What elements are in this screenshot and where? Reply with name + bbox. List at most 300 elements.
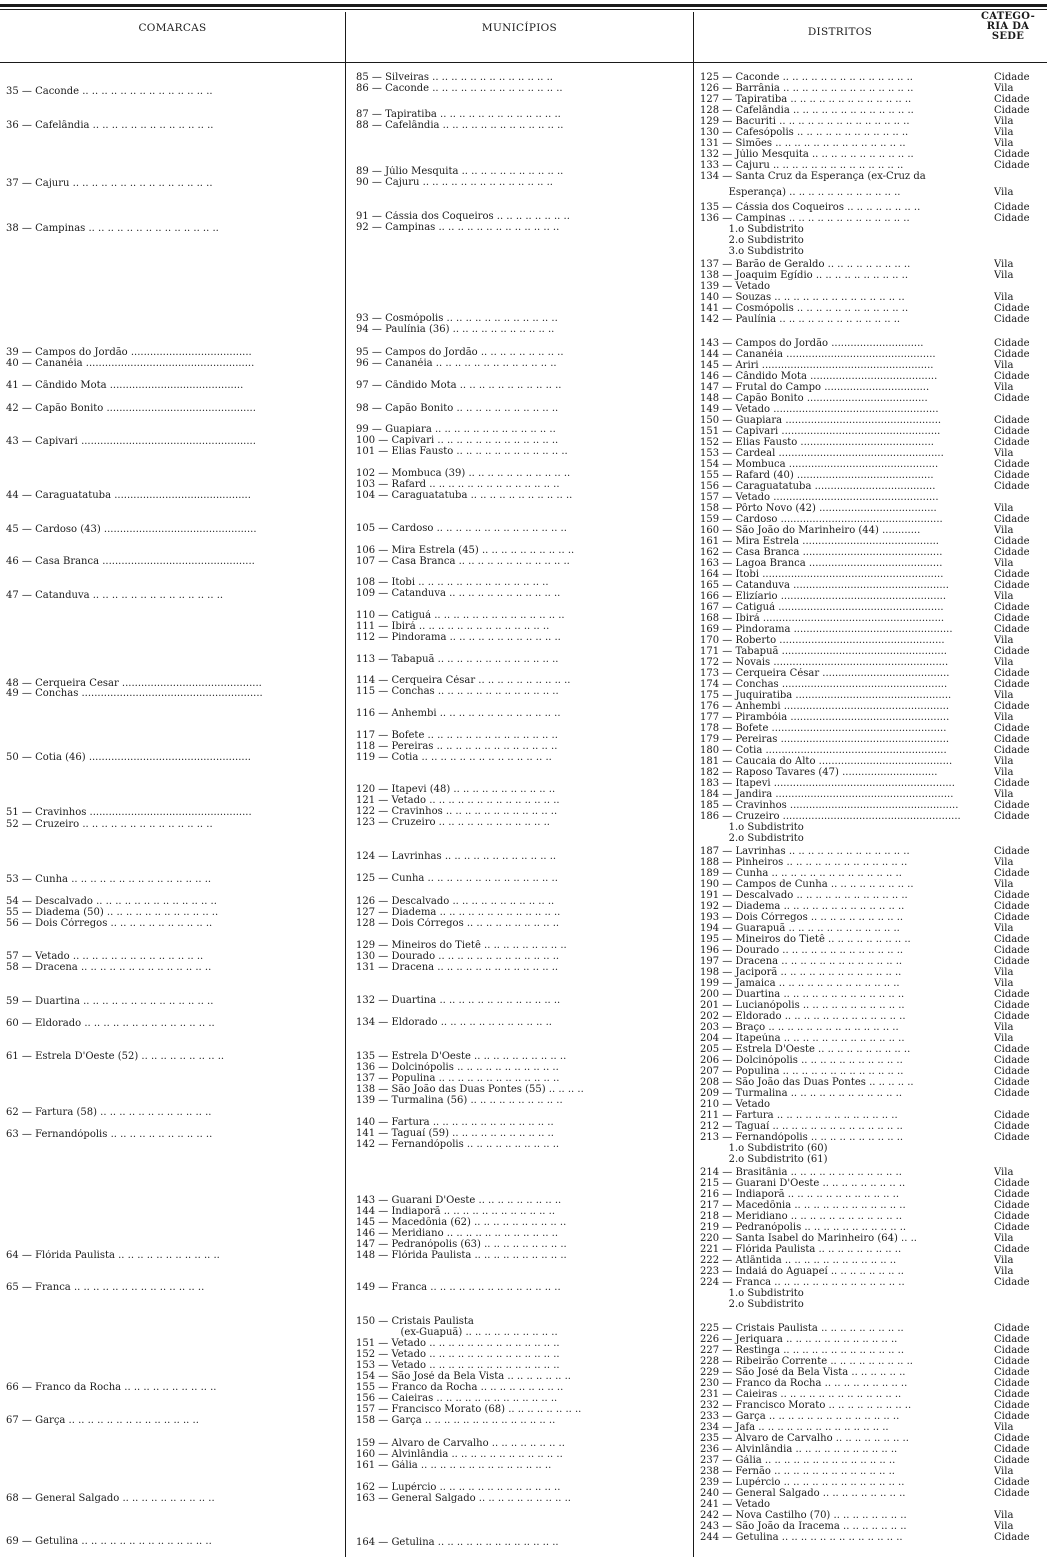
distrito-entry: 225 — Cristais Paulista .. .. .. .. .. .. .. .. ..: [700, 1323, 904, 1334]
distrito-entry: 2.o Subdistrito: [700, 235, 804, 246]
categoria-sede: Cidade: [994, 1367, 1030, 1378]
distrito-entry: 216 — Indiaporã .. .. .. .. .. .. .. .. .. .. .. ..: [700, 1189, 899, 1200]
comarca-entry: 46 — Casa Branca ................................................: [6, 556, 255, 567]
comarca-entry: 64 — Flórida Paulista .. .. .. .. .. .. .. .. .. .. ..: [6, 1250, 220, 1261]
categoria-sede: Cidade: [994, 1200, 1030, 1211]
municipio-entry: 109 — Catanduva .. .. .. .. .. .. .. .. .. .. .. ..: [356, 588, 561, 599]
distrito-entry: 241 — Vetado: [700, 1499, 771, 1510]
comarca-entry: 61 — Estrela D'Oeste (52) .. .. .. .. .. .. .. .. ..: [6, 1051, 225, 1062]
categoria-sede: Vila: [994, 1422, 1014, 1433]
categoria-sede: Cidade: [994, 1132, 1030, 1143]
municipio-entry: 144 — Indiaporã .. .. .. .. .. .. .. .. .. .. .. ..: [356, 1206, 555, 1217]
categoria-sede: Cidade: [994, 1345, 1030, 1356]
municipio-entry: 135 — Estrela D'Oeste .. .. .. .. .. .. .. .. .. ..: [356, 1051, 567, 1062]
categoria-sede: Cidade: [994, 213, 1030, 224]
distrito-entry: 152 — Elias Fausto ..........................................: [700, 437, 934, 448]
categoria-sede: Vila: [994, 382, 1014, 393]
comarca-entry: 63 — Fernandópolis .. .. .. .. .. .. .. .. .. .. ..: [6, 1129, 213, 1140]
categoria-sede: Vila: [994, 1521, 1014, 1532]
distrito-entry: 183 — Itapevi .........................................................: [700, 778, 955, 789]
comarca-entry: 45 — Cardoso (43) ................................................: [6, 524, 257, 535]
categoria-sede: Vila: [994, 187, 1014, 198]
distrito-entry: 1.o Subdistrito: [700, 224, 804, 235]
municipio-entry: 163 — General Salgado .. .. .. .. .. .. .. .. .. ..: [356, 1493, 571, 1504]
municipio-entry: 161 — Gália .. .. .. .. .. .. .. .. .. .. .. .. .. ..: [356, 1460, 552, 1471]
categoria-sede: Cidade: [994, 349, 1030, 360]
distrito-entry: 156 — Caraguatatuba ......................................: [700, 481, 936, 492]
comarca-entry: 54 — Descalvado .. .. .. .. .. .. .. .. .. .. .. .. ..: [6, 896, 217, 907]
distrito-entry: 196 — Dourado .. .. .. .. .. .. .. .. .. .. .. .. ..: [700, 945, 904, 956]
categoria-sede: Cidade: [994, 912, 1030, 923]
categoria-sede: Cidade: [994, 314, 1030, 325]
comarca-entry: 68 — General Salgado .. .. .. .. .. .. .. .. .. ..: [6, 1493, 215, 1504]
categoria-sede: Cidade: [994, 1444, 1030, 1455]
municipio-entry: 151 — Vetado .. .. .. .. .. .. .. .. .. .. .. .. .. ..: [356, 1338, 560, 1349]
categoria-sede: Vila: [994, 259, 1014, 270]
municipio-entry: 98 — Capão Bonito .. .. .. .. .. .. .. .. .. .. ..: [356, 403, 559, 414]
municipio-entry: 157 — Francisco Morato (68) .. .. .. .. .. .. .. ..: [356, 1404, 582, 1415]
categoria-sede: Vila: [994, 558, 1014, 569]
municipio-entry: 114 — Cerqueira César .. .. .. .. .. .. .. .. .. ..: [356, 675, 571, 686]
municipio-entry: 153 — Vetado .. .. .. .. .. .. .. .. .. .. .. .. .. ..: [356, 1360, 560, 1371]
categoria-sede: Cidade: [994, 303, 1030, 314]
categoria-sede: Cidade: [994, 1211, 1030, 1222]
distrito-entry: 143 — Campos do Jordão .............................: [700, 338, 924, 349]
distrito-entry: 138 — Joaquim Egídio .. .. .. .. .. .. .. .. .. ..: [700, 270, 909, 281]
distrito-entry: 151 — Capivari ..................................................: [700, 426, 941, 437]
distrito-entry: 1.o Subdistrito (60): [700, 1143, 828, 1154]
categoria-sede: Cidade: [994, 1433, 1030, 1444]
distrito-entry: Esperança) .. .. .. .. .. .. .. .. .. .. .. ..: [700, 187, 901, 198]
categoria-sede: Vila: [994, 1510, 1014, 1521]
municipio-entry: 110 — Catiguá .. .. .. .. .. .. .. .. .. .. .. .. .. ..: [356, 610, 565, 621]
comarca-entry: 48 — Cerqueira Cesar ............................................: [6, 678, 262, 689]
distrito-entry: 185 — Cravinhos .....................................................: [700, 800, 959, 811]
municipio-entry: 145 — Macedônia (62) .. .. .. .. .. .. .. .. .. ..: [356, 1217, 567, 1228]
municipio-entry: 97 — Cândido Mota .. .. .. .. .. .. .. .. .. .. ..: [356, 380, 562, 391]
categoria-sede: Cidade: [994, 426, 1030, 437]
distrito-entry: 164 — Itobi .........................................................: [700, 569, 944, 580]
municipio-entry: 116 — Anhembi .. .. .. .. .. .. .. .. .. .. .. .. ..: [356, 708, 561, 719]
distrito-entry: 221 — Flórida Paulista .. .. .. .. .. .. .. .. ..: [700, 1244, 902, 1255]
categoria-sede: Cidade: [994, 1088, 1030, 1099]
municipio-entry: 152 — Vetado .. .. .. .. .. .. .. .. .. .. .. .. .. ..: [356, 1349, 560, 1360]
distrito-entry: 198 — Jaciporã .. .. .. .. .. .. .. .. .. .. .. .. ..: [700, 967, 902, 978]
municipio-entry: 86 — Caconde .. .. .. .. .. .. .. .. .. .. .. .. .. ..: [356, 83, 563, 94]
categoria-sede: Cidade: [994, 800, 1030, 811]
distrito-entry: 213 — Fernandópolis .. .. .. .. .. .. .. .. .. ..: [700, 1132, 904, 1143]
header-distritos: DISTRITOS: [807, 26, 873, 38]
municipio-entry: 94 — Paulínia (36) .. .. .. .. .. .. .. .. .. .. ..: [356, 324, 555, 335]
distrito-entry: 203 — Braço .. .. .. .. .. .. .. .. .. .. .. .. .. ..: [700, 1022, 899, 1033]
categoria-sede: Cidade: [994, 580, 1030, 591]
categoria-sede: Cidade: [994, 393, 1030, 404]
categoria-sede: Vila: [994, 690, 1014, 701]
comarca-entry: 59 — Duartina .. .. .. .. .. .. .. .. .. .. .. .. .. ..: [6, 996, 214, 1007]
municipio-entry: 87 — Tapiratiba .. .. .. .. .. .. .. .. .. .. .. .. ..: [356, 109, 561, 120]
comarca-entry: 37 — Cajuru .. .. .. .. .. .. .. .. .. .. .. .. .. .. ..: [6, 178, 213, 189]
comarca-entry: 51 — Cravinhos ...................................................: [6, 807, 252, 818]
distrito-entry: 190 — Campos de Cunha .. .. .. .. .. .. .. .. ..: [700, 879, 914, 890]
distrito-entry: 189 — Cunha .. .. .. .. .. .. .. .. .. .. .. .. .. ..: [700, 868, 902, 879]
categoria-sede: Cidade: [994, 668, 1030, 679]
categoria-sede: Cidade: [994, 1477, 1030, 1488]
municipio-entry: 154 — São José da Bela Vista .. .. .. .. .. .. ..: [356, 1371, 571, 1382]
header-categoria: [972, 12, 1044, 42]
categoria-sede: Cidade: [994, 536, 1030, 547]
distrito-entry: 195 — Mineiros do Tietê .. .. .. .. .. .. .. .. ..: [700, 934, 911, 945]
distrito-entry: 209 — Turmalina .. .. .. .. .. .. .. .. .. .. .. ..: [700, 1088, 903, 1099]
distrito-entry: 145 — Ariri ......................................................: [700, 360, 934, 371]
comarca-entry: 60 — Eldorado .. .. .. .. .. .. .. .. .. .. .. .. .. ..: [6, 1018, 215, 1029]
municipio-entry: 147 — Pedranópolis (63) .. .. .. .. .. .. .. .. ..: [356, 1239, 567, 1250]
distrito-entry: 231 — Caieiras .. .. .. .. .. .. .. .. .. .. .. .. ..: [700, 1389, 902, 1400]
header-categoria-line1: CATEGO-: [980, 11, 1036, 22]
comarca-entry: 56 — Dois Córregos .. .. .. .. .. .. .. .. .. .. ..: [6, 918, 213, 929]
distrito-entry: 162 — Casa Branca ............................................: [700, 547, 943, 558]
distrito-entry: 169 — Pindorama ..................................................: [700, 624, 953, 635]
distrito-entry: 166 — Elizíario ....................................................: [700, 591, 947, 602]
categoria-sede: Vila: [994, 857, 1014, 868]
distrito-entry: 130 — Cafesópolis .. .. .. .. .. .. .. .. .. .. .. ..: [700, 127, 909, 138]
municipio-entry: 160 — Alvinlândia .. .. .. .. .. .. .. .. .. .. .. ..: [356, 1449, 563, 1460]
categoria-sede: Cidade: [994, 547, 1030, 558]
categoria-sede: Cidade: [994, 1488, 1030, 1499]
categoria-sede: Cidade: [994, 890, 1030, 901]
municipio-entry: 112 — Pindorama .. .. .. .. .. .. .. .. .. .. .. ..: [356, 632, 561, 643]
comarca-entry: 57 — Vetado .. .. .. .. .. .. .. .. .. .. .. .. .. ..: [6, 951, 204, 962]
distrito-entry: 220 — Santa Isabel do Marinheiro (64) .. ..: [700, 1233, 917, 1244]
comarca-entry: 47 — Catanduva .. .. .. .. .. .. .. .. .. .. .. .. .. ..: [6, 590, 224, 601]
categoria-sede: Cidade: [994, 149, 1030, 160]
distrito-entry: 139 — Vetado: [700, 281, 771, 292]
categoria-sede: Cidade: [994, 1077, 1030, 1088]
categoria-sede: Cidade: [994, 745, 1030, 756]
categoria-sede: Cidade: [994, 846, 1030, 857]
categoria-sede: Cidade: [994, 901, 1030, 912]
distrito-entry: 177 — Pirambóia ..................................................: [700, 712, 950, 723]
categoria-sede: Vila: [994, 756, 1014, 767]
distrito-entry: 161 — Mira Estrela ...........................................: [700, 536, 939, 547]
distrito-entry: 212 — Taguaí .. .. .. .. .. .. .. .. .. .. .. .. .. ..: [700, 1121, 903, 1132]
categoria-sede: Cidade: [994, 1044, 1030, 1055]
comarca-entry: 65 — Franca .. .. .. .. .. .. .. .. .. .. .. .. .. ..: [6, 1282, 205, 1293]
comarca-entry: 36 — Cafelândia .. .. .. .. .. .. .. .. .. .. .. .. ..: [6, 120, 214, 131]
municipio-entry: 155 — Franco da Rocha .. .. .. .. .. .. .. .. ..: [356, 1382, 564, 1393]
distrito-entry: 229 — São José da Bela Vista .. .. .. .. .. ..: [700, 1367, 906, 1378]
categoria-sede: Vila: [994, 923, 1014, 934]
categoria-sede: Vila: [994, 270, 1014, 281]
municipio-entry: 142 — Fernandópolis .. .. .. .. .. .. .. .. .. ..: [356, 1139, 560, 1150]
categoria-sede: Vila: [994, 635, 1014, 646]
comarca-entry: 38 — Campinas .. .. .. .. .. .. .. .. .. .. .. .. .. ..: [6, 223, 219, 234]
categoria-sede: Vila: [994, 138, 1014, 149]
distrito-entry: 234 — Jafa .. .. .. .. .. .. .. .. .. .. .. .. .. ..: [700, 1422, 889, 1433]
municipio-entry: 134 — Eldorado .. .. .. .. .. .. .. .. .. .. .. ..: [356, 1017, 552, 1028]
distrito-entry: 207 — Populina .. .. .. .. .. .. .. .. .. .. .. .. ..: [700, 1066, 904, 1077]
municipio-entry: 132 — Duartina .. .. .. .. .. .. .. .. .. .. .. .. ..: [356, 995, 561, 1006]
categoria-sede: Vila: [994, 657, 1014, 668]
municipio-entry: 117 — Bofete .. .. .. .. .. .. .. .. .. .. .. .. .. ..: [356, 730, 558, 741]
distrito-entry: 134 — Santa Cruz da Esperança (ex-Cruz da: [700, 171, 926, 182]
distrito-entry: 244 — Getulina .. .. .. .. .. .. .. .. .. .. .. .. ..: [700, 1532, 903, 1543]
comarca-entry: 41 — Cândido Mota ..........................................: [6, 380, 244, 391]
categoria-sede: Cidade: [994, 934, 1030, 945]
categoria-sede: Cidade: [994, 646, 1030, 657]
categoria-sede: Cidade: [994, 1000, 1030, 1011]
categoria-sede: Cidade: [994, 470, 1030, 481]
municipio-entry: 149 — Franca .. .. .. .. .. .. .. .. .. .. .. .. .. ..: [356, 1282, 561, 1293]
distrito-entry: 1.o Subdistrito: [700, 822, 804, 833]
municipio-entry: 118 — Pereiras .. .. .. .. .. .. .. .. .. .. .. .. ..: [356, 741, 558, 752]
distrito-entry: 165 — Catanduva .................................................: [700, 580, 949, 591]
municipio-entry: 126 — Descalvado .. .. .. .. .. .. .. .. .. .. ..: [356, 896, 555, 907]
municipio-entry: 140 — Fartura .. .. .. .. .. .. .. .. .. .. .. .. ..: [356, 1117, 554, 1128]
top-rule-thin: [0, 9, 1047, 10]
distrito-entry: 199 — Jamaica .. .. .. .. .. .. .. .. .. .. .. .. ..: [700, 978, 900, 989]
distrito-entry: 176 — Anhembi ....................................................: [700, 701, 950, 712]
distrito-entry: 147 — Frutal do Campo .................................: [700, 382, 930, 393]
distrito-entry: 149 — Vetado ....................................................: [700, 404, 939, 415]
categoria-sede: Vila: [994, 879, 1014, 890]
municipio-entry: 85 — Silveiras .. .. .. .. .. .. .. .. .. .. .. .. ..: [356, 72, 553, 83]
distrito-entry: 137 — Barão de Geraldo .. .. .. .. .. .. .. .. ..: [700, 259, 911, 270]
municipio-entry: 99 — Guapiara .. .. .. .. .. .. .. .. .. .. .. .. ..: [356, 424, 556, 435]
comarca-entry: 62 — Fartura (58) .. .. .. .. .. .. .. .. .. .. .. ..: [6, 1107, 212, 1118]
comarca-entry: 53 — Cunha .. .. .. .. .. .. .. .. .. .. .. .. .. .. ..: [6, 874, 212, 885]
distrito-entry: 167 — Catiguá ....................................................: [700, 602, 944, 613]
top-rule: [0, 4, 1047, 7]
distrito-entry: 170 — Roberto ....................................................: [700, 635, 945, 646]
distrito-entry: 146 — Cândido Mota ........................................: [700, 371, 938, 382]
header-rule: [0, 62, 1047, 63]
header-comarcas: COMARCAS: [138, 22, 207, 34]
distrito-entry: 2.o Subdistrito: [700, 1299, 804, 1310]
column-separator-1: [345, 12, 346, 1557]
distrito-entry: 160 — São João do Marinheiro (44) ............: [700, 525, 921, 536]
comarca-entry: 50 — Cotia (46) ...................................................: [6, 752, 251, 763]
municipio-entry: 91 — Cássia dos Coqueiros .. .. .. .. .. .. .. ..: [356, 211, 570, 222]
distrito-entry: 132 — Júlio Mesquita .. .. .. .. .. .. .. .. .. .. ..: [700, 149, 914, 160]
distrito-entry: 179 — Pereiras .....................................................: [700, 734, 950, 745]
distrito-entry: 222 — Atlântida .. .. .. .. .. .. .. .. .. .. .. ..: [700, 1255, 897, 1266]
distrito-entry: 140 — Souzas .. .. .. .. .. .. .. .. .. .. .. .. .. ..: [700, 292, 905, 303]
municipio-entry: 158 — Garça .. .. .. .. .. .. .. .. .. .. .. .. .. ..: [356, 1415, 556, 1426]
categoria-sede: Cidade: [994, 602, 1030, 613]
municipio-entry: 127 — Diadema .. .. .. .. .. .. .. .. .. .. .. .. ..: [356, 907, 561, 918]
municipio-entry: 150 — Cristais Paulista: [356, 1316, 474, 1327]
distrito-entry: 188 — Pinheiros .. .. .. .. .. .. .. .. .. .. .. .. ..: [700, 857, 908, 868]
distrito-entry: 233 — Garça .. .. .. .. .. .. .. .. .. .. .. .. .. ..: [700, 1411, 900, 1422]
categoria-sede: Cidade: [994, 481, 1030, 492]
comarca-entry: 43 — Capivari .......................................................: [6, 436, 256, 447]
municipio-entry: 136 — Dolcinópolis .. .. .. .. .. .. .. .. .. .. ..: [356, 1062, 559, 1073]
distrito-entry: 202 — Eldorado .. .. .. .. .. .. .. .. .. .. .. .. ..: [700, 1011, 906, 1022]
distrito-entry: 174 — Conchas ....................................................: [700, 679, 948, 690]
distrito-entry: 148 — Capão Bonito ......................................: [700, 393, 928, 404]
categoria-sede: Cidade: [994, 989, 1030, 1000]
distrito-entry: 204 — Itapeúna .. .. .. .. .. .. .. .. .. .. .. .. ..: [700, 1033, 905, 1044]
comarca-entry: 66 — Franco da Rocha .. .. .. .. .. .. .. .. .. ..: [6, 1382, 217, 1393]
distrito-entry: 235 — Alvaro de Carvalho .. .. .. .. .. .. .. ..: [700, 1433, 909, 1444]
categoria-sede: Vila: [994, 127, 1014, 138]
categoria-sede: Cidade: [994, 371, 1030, 382]
categoria-sede: Cidade: [994, 701, 1030, 712]
municipio-entry: 143 — Guarani D'Oeste .. .. .. .. .. .. .. .. ..: [356, 1195, 562, 1206]
categoria-sede: Vila: [994, 503, 1014, 514]
municipio-entry: 90 — Cajuru .. .. .. .. .. .. .. .. .. .. .. .. .. ..: [356, 177, 553, 188]
categoria-sede: Vila: [994, 292, 1014, 303]
distrito-entry: 194 — Guarapuã .. .. .. .. .. .. .. .. .. .. .. ..: [700, 923, 900, 934]
categoria-sede: Vila: [994, 83, 1014, 94]
comarca-entry: 52 — Cruzeiro .. .. .. .. .. .. .. .. .. .. .. .. .. ..: [6, 819, 213, 830]
distrito-entry: 232 — Francisco Morato .. .. .. .. .. .. .. .. ..: [700, 1400, 912, 1411]
categoria-sede: Cidade: [994, 437, 1030, 448]
distrito-entry: 128 — Cafelândia .. .. .. .. .. .. .. .. .. .. .. .. ..: [700, 105, 914, 116]
comarca-entry: 39 — Campos do Jordão ......................................: [6, 347, 252, 358]
categoria-sede: Vila: [994, 525, 1014, 536]
categoria-sede: Vila: [994, 448, 1014, 459]
column-separator-2: [693, 12, 694, 1557]
categoria-sede: Vila: [994, 1022, 1014, 1033]
categoria-sede: Cidade: [994, 624, 1030, 635]
distrito-entry: 240 — General Salgado .. .. .. .. .. .. .. .. ..: [700, 1488, 906, 1499]
distrito-entry: 135 — Cássia dos Coqueiros .. .. .. .. .. .. .. ..: [700, 202, 921, 213]
distrito-entry: 1.o Subdistrito: [700, 1288, 804, 1299]
categoria-sede: Cidade: [994, 72, 1030, 83]
distrito-entry: 211 — Fartura .. .. .. .. .. .. .. .. .. .. .. .. ..: [700, 1110, 898, 1121]
municipio-entry: 162 — Lupércio .. .. .. .. .. .. .. .. .. .. .. .. ..: [356, 1482, 561, 1493]
categoria-sede: Vila: [994, 1466, 1014, 1477]
distrito-entry: 171 — Tabapuã ....................................................: [700, 646, 947, 657]
categoria-sede: Cidade: [994, 1222, 1030, 1233]
categoria-sede: Cidade: [994, 105, 1030, 116]
categoria-sede: Vila: [994, 1255, 1014, 1266]
distrito-entry: 159 — Cardoso ...................................................: [700, 514, 943, 525]
municipio-entry: 111 — Ibirá .. .. .. .. .. .. .. .. .. .. .. .. .. ..: [356, 621, 550, 632]
distrito-entry: 218 — Meridiano .. .. .. .. .. .. .. .. .. .. .. ..: [700, 1211, 903, 1222]
categoria-sede: Cidade: [994, 1178, 1030, 1189]
header-categoria-line3: SEDE: [991, 31, 1025, 42]
distrito-entry: 154 — Mombuca ...............................................: [700, 459, 939, 470]
distrito-entry: 215 — Guarani D'Oeste .. .. .. .. .. .. .. .. ..: [700, 1178, 906, 1189]
categoria-sede: Vila: [994, 1167, 1014, 1178]
distrito-entry: 141 — Cosmópolis .. .. .. .. .. .. .. .. .. .. .. ..: [700, 303, 909, 314]
categoria-sede: Cidade: [994, 415, 1030, 426]
distrito-entry: 238 — Fernão .. .. .. .. .. .. .. .. .. .. .. .. ..: [700, 1466, 895, 1477]
categoria-sede: Cidade: [994, 734, 1030, 745]
municipio-entry: 137 — Populina .. .. .. .. .. .. .. .. .. .. .. .. ..: [356, 1073, 560, 1084]
categoria-sede: Cidade: [994, 160, 1030, 171]
comarca-entry: 35 — Caconde .. .. .. .. .. .. .. .. .. .. .. .. .. ..: [6, 86, 213, 97]
distrito-entry: 242 — Nova Castilho (70) .. .. .. .. .. .. .. ..: [700, 1510, 907, 1521]
distrito-entry: 208 — São João das Duas Pontes .. .. .. .. ..: [700, 1077, 914, 1088]
distrito-entry: 193 — Dois Córregos .. .. .. .. .. .. .. .. .. ..: [700, 912, 904, 923]
distrito-entry: 180 — Cotia .........................................................: [700, 745, 947, 756]
distrito-entry: 239 — Lupércio .. .. .. .. .. .. .. .. .. .. .. .. ..: [700, 1477, 905, 1488]
comarca-entry: 55 — Diadema (50) .. .. .. .. .. .. .. .. .. .. .. ..: [6, 907, 219, 918]
distrito-entry: 197 — Dracena .. .. .. .. .. .. .. .. .. .. .. .. ..: [700, 956, 903, 967]
categoria-sede: Vila: [994, 116, 1014, 127]
distrito-entry: 153 — Cardeal ....................................................: [700, 448, 944, 459]
distrito-entry: 227 — Restinga .. .. .. .. .. .. .. .. .. .. .. .. ..: [700, 1345, 905, 1356]
municipio-entry: 124 — Lavrinhas .. .. .. .. .. .. .. .. .. .. .. ..: [356, 851, 557, 862]
comarca-entry: 69 — Getulina .. .. .. .. .. .. .. .. .. .. .. .. .. ..: [6, 1536, 212, 1547]
distrito-entry: 236 — Alvinlândia .. .. .. .. .. .. .. .. .. .. ..: [700, 1444, 898, 1455]
categoria-sede: Cidade: [994, 569, 1030, 580]
categoria-sede: Cidade: [994, 1244, 1030, 1255]
distrito-entry: 173 — Cerqueira César ........................................: [700, 668, 950, 679]
categoria-sede: Cidade: [994, 945, 1030, 956]
distrito-entry: 184 — Jandira ........................................................: [700, 789, 954, 800]
categoria-sede: Cidade: [994, 1189, 1030, 1200]
municipio-entry: 139 — Turmalina (56) .. .. .. .. .. .. .. .. .. ..: [356, 1095, 563, 1106]
distrito-entry: 210 — Vetado: [700, 1099, 771, 1110]
distrito-entry: 126 — Barrânia .. .. .. .. .. .. .. .. .. .. .. .. .. ..: [700, 83, 914, 94]
categoria-sede: Cidade: [994, 459, 1030, 470]
distrito-entry: 3.o Subdistrito: [700, 246, 804, 257]
municipio-entry: 121 — Vetado .. .. .. .. .. .. .. .. .. .. .. .. .. ..: [356, 795, 560, 806]
distrito-entry: 186 — Cruzeiro ........................................................: [700, 811, 961, 822]
categoria-sede: Cidade: [994, 613, 1030, 624]
header-municipios: MUNICÍPIOS: [481, 22, 558, 34]
categoria-sede: Cidade: [994, 1011, 1030, 1022]
distrito-entry: 237 — Gália .. .. .. .. .. .. .. .. .. .. .. .. .. ..: [700, 1455, 896, 1466]
municipio-entry: 106 — Mira Estrela (45) .. .. .. .. .. .. .. .. .. ..: [356, 545, 575, 556]
header-categoria-line2: RIA DA: [986, 21, 1030, 32]
municipio-entry: 119 — Cotia .. .. .. .. .. .. .. .. .. .. .. .. .. ..: [356, 752, 552, 763]
municipio-entry: 129 — Mineiros do Tietê .. .. .. .. .. .. .. .. ..: [356, 940, 567, 951]
distrito-entry: 224 — Franca .. .. .. .. .. .. .. .. .. .. .. .. .. ..: [700, 1277, 905, 1288]
categoria-sede: Cidade: [994, 1121, 1030, 1132]
municipio-entry: 113 — Tabapuã .. .. .. .. .. .. .. .. .. .. .. .. ..: [356, 654, 559, 665]
municipio-entry: (ex-Guapuã) .. .. .. .. .. .. .. .. .. ..: [356, 1327, 558, 1338]
municipio-entry: 102 — Mombuca (39) .. .. .. .. .. .. .. .. .. .. ..: [356, 468, 571, 479]
categoria-sede: Cidade: [994, 1532, 1030, 1543]
distrito-entry: 223 — Indaiá do Aguapeí .. .. .. .. .. .. .. ..: [700, 1266, 904, 1277]
comarca-entry: 67 — Garça .. .. .. .. .. .. .. .. .. .. .. .. .. ..: [6, 1415, 199, 1426]
distrito-entry: 133 — Cajuru .. .. .. .. .. .. .. .. .. .. .. .. .. ..: [700, 160, 904, 171]
distrito-entry: 150 — Guapiara .................................................: [700, 415, 942, 426]
categoria-sede: Cidade: [994, 723, 1030, 734]
distrito-entry: 206 — Dolcinópolis .. .. .. .. .. .. .. .. .. .. ..: [700, 1055, 903, 1066]
distrito-entry: 230 — Franco da Rocha .. .. .. .. .. .. .. .. ..: [700, 1378, 908, 1389]
distrito-entry: 200 — Duartina .. .. .. .. .. .. .. .. .. .. .. .. ..: [700, 989, 905, 1000]
distrito-entry: 155 — Rafard (40) ...........................................: [700, 470, 934, 481]
distrito-entry: 129 — Bacuriti .. .. .. .. .. .. .. .. .. .. .. .. .. ..: [700, 116, 910, 127]
distrito-entry: 192 — Diadema .. .. .. .. .. .. .. .. .. .. .. .. ..: [700, 901, 905, 912]
municipio-entry: 128 — Dois Córregos .. .. .. .. .. .. .. .. .. ..: [356, 918, 560, 929]
distrito-entry: 201 — Lucianópolis .. .. .. .. .. .. .. .. .. .. ..: [700, 1000, 905, 1011]
categoria-sede: Cidade: [994, 1389, 1030, 1400]
municipio-entry: 101 — Elias Fausto .. .. .. .. .. .. .. .. .. .. .. ..: [356, 446, 568, 457]
municipio-entry: 123 — Cruzeiro .. .. .. .. .. .. .. .. .. .. .. ..: [356, 817, 550, 828]
municipio-entry: 141 — Taguaí (59) .. .. .. .. .. .. .. .. .. .. ..: [356, 1128, 554, 1139]
comarca-entry: 49 — Conchas .........................................................: [6, 688, 263, 699]
distrito-entry: 219 — Pedranópolis .. .. .. .. .. .. .. .. .. .. ..: [700, 1222, 907, 1233]
distrito-entry: 142 — Paulínia .. .. .. .. .. .. .. .. .. .. .. .. ..: [700, 314, 901, 325]
municipio-entry: 120 — Itapevi (48) .. .. .. .. .. .. .. .. .. .. ..: [356, 784, 556, 795]
categoria-sede: Cidade: [994, 338, 1030, 349]
distrito-entry: 131 — Simões .. .. .. .. .. .. .. .. .. .. .. .. .. ..: [700, 138, 906, 149]
distrito-entry: 217 — Macedônia .. .. .. .. .. .. .. .. .. .. .. ..: [700, 1200, 906, 1211]
municipio-entry: 115 — Conchas .. .. .. .. .. .. .. .. .. .. .. .. ..: [356, 686, 559, 697]
distrito-entry: 127 — Tapiratiba .. .. .. .. .. .. .. .. .. .. .. .. ..: [700, 94, 912, 105]
municipio-entry: 156 — Caieiras .. .. .. .. .. .. .. .. .. .. .. .. ..: [356, 1393, 558, 1404]
municipio-entry: 138 — São João das Duas Pontes (55) .. .. .. ..: [356, 1084, 584, 1095]
categoria-sede: Cidade: [994, 1323, 1030, 1334]
categoria-sede: Cidade: [994, 868, 1030, 879]
